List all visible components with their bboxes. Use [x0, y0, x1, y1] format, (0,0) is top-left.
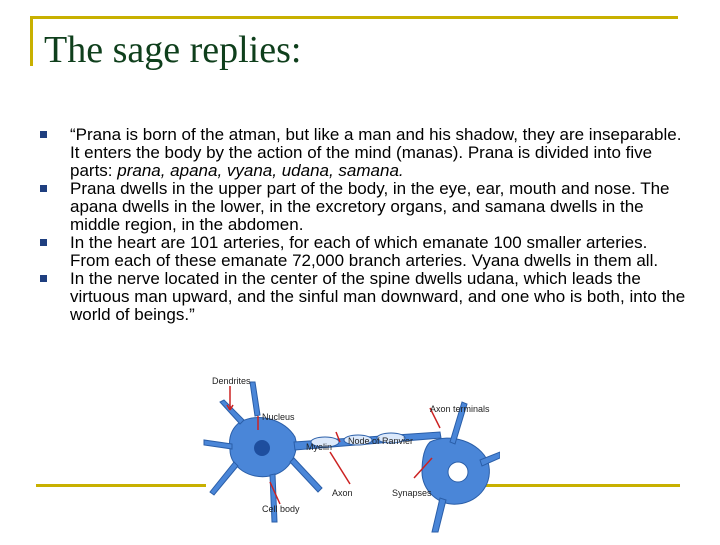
- diagram-label-dendrites: Dendrites: [212, 376, 251, 386]
- neuron-illustration: [200, 372, 500, 540]
- square-bullet-icon: [40, 239, 47, 246]
- bottom-frame-line-left: [36, 484, 206, 487]
- nucleus-icon: [448, 462, 468, 482]
- nucleus-icon: [254, 440, 270, 456]
- bullet-text: Prana dwells in the upper part of the body, in the eye, ear, mouth and nose. The apana dwells in the lower, in the excretory organs, and samana dwells in the middle region, in the abdomen.: [70, 179, 670, 234]
- bullet-list: [40, 126, 690, 324]
- bullet-text: In the heart are 101 arteries, for each of which emanate 100 smaller arteries. From each of these emanate 72,000 branch arteries. Vyana dwells in them all.: [70, 233, 659, 270]
- bottom-frame-line-right: [470, 484, 680, 487]
- diagram-label-cell-body: Cell body: [262, 504, 300, 514]
- bullet-text-italic: prana, apana, vyana, udana, samana.: [117, 161, 404, 180]
- diagram-label-node-of-ranvier: Node of Ranvier: [348, 436, 414, 446]
- bullet-item: [40, 180, 690, 234]
- bullet-text: “Prana is born of the atman, but like a man and his shadow, they are inseparable. It enters the body by the action of the mind (manas). Prana is divided into five parts:: [70, 125, 682, 180]
- diagram-label-nucleus: Nucleus: [262, 412, 295, 422]
- diagram-label-synapses: Synapses: [392, 488, 432, 498]
- bullet-text: In the nerve located in the center of the spine dwells udana, which leads the virtuous man upward, and the sinful man downward, and one who is both, into the world of beings.”: [70, 269, 686, 324]
- slide-title: The sage replies:: [44, 29, 302, 71]
- left-frame-line: [30, 16, 33, 66]
- bullet-item: [40, 270, 690, 324]
- square-bullet-icon: [40, 275, 47, 282]
- neuron-diagram: [200, 372, 500, 540]
- diagram-label-axon: Axon: [332, 488, 353, 498]
- diagram-label-myelin: Myelin: [306, 442, 333, 452]
- diagram-label-axon-terminals: Axon terminals: [430, 404, 490, 414]
- square-bullet-icon: [40, 185, 47, 192]
- top-frame-line: [30, 16, 678, 19]
- bullet-item: [40, 234, 690, 270]
- square-bullet-icon: [40, 131, 47, 138]
- bullet-item: [40, 126, 690, 180]
